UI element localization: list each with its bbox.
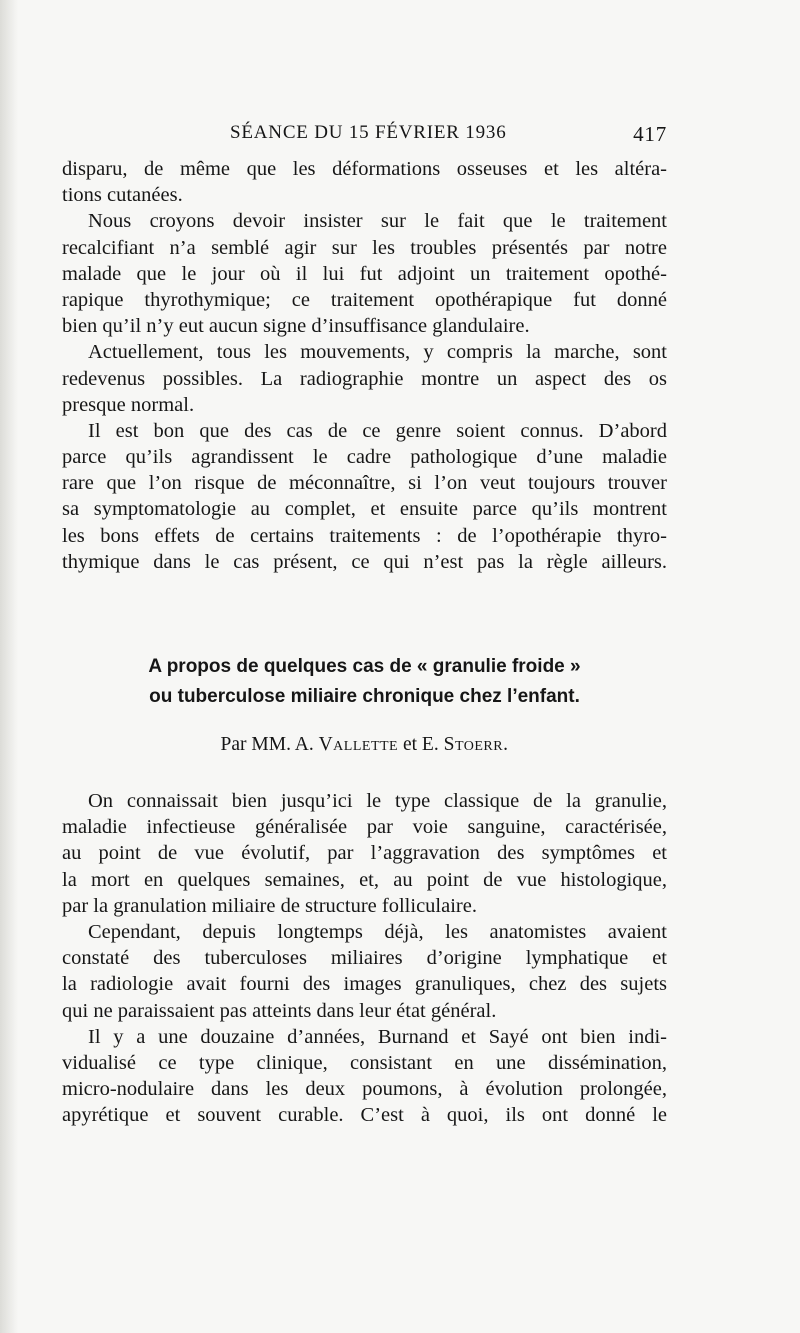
article-body (62, 788, 667, 1128)
running-header (62, 122, 667, 152)
text-line: Cependant, depuis longtemps déjà, les anatomistes avaient (88, 920, 667, 943)
text-line: On connaissait bien jusqu’ici le type classique de la granulie, (88, 790, 667, 812)
text-line: Il est bon que des cas de ce genre soient connus. D’abord (88, 419, 667, 442)
page-number: 417 (633, 122, 667, 146)
text-line: redevenus possibles. La radiographie montre un aspect des os (62, 367, 667, 390)
text-line: constaté des tuberculoses miliaires d’origine lymphatique et (62, 947, 667, 970)
author-1-surname: Vallette (318, 734, 399, 755)
text-line: malade que le jour où il lui fut adjoint un traitement opothé- (62, 262, 667, 285)
text-line: tions cutanées. (62, 184, 183, 207)
text-line: rare que l’on risque de méconnaître, si l’on veut toujours trouver (62, 472, 667, 495)
text-line: Il y a une douzaine d’années, Burnand et Sayé ont bien indi- (88, 1025, 667, 1048)
text-line: sa symptomatologie au complet, et ensuite parce qu’ils montrent (62, 498, 667, 521)
text-line: presque normal. (62, 393, 195, 416)
text-line: recalcifiant n’a semblé agir sur les troubles présentés par notre (62, 236, 667, 259)
article-title-line-2: ou tuberculose miliaire chronique chez l’enfant. (149, 686, 580, 707)
text-line: au point de vue évolutif, par l’aggravation des symptômes et (62, 842, 667, 865)
text-line: la radiologie avait fourni des images granuliques, chez des sujets (62, 973, 667, 996)
text-line: les bons effets de certains traitements : de l’opothérapie thyro- (62, 524, 667, 547)
author-2-surname: Stoerr. (443, 734, 509, 755)
text-line: vidualisé ce type clinique, consistant en une dissémination, (62, 1051, 667, 1074)
authors-prefix: Par MM. A. (220, 734, 314, 755)
text-line: thymique dans le cas présent, ce qui n’est pas la règle ailleurs. (62, 550, 667, 573)
text-line: apyrétique et souvent curable. C’est à quoi, ils ont donné le (62, 1104, 667, 1127)
text-line: maladie infectieuse généralisée par voie sanguine, caractérisée, (62, 816, 667, 839)
text-line: disparu, de même que les déformations osseuses et les altéra- (62, 158, 667, 180)
text-line: Actuellement, tous les mouvements, y compris la marche, sont (88, 341, 667, 364)
authors-connector: et E. (402, 734, 439, 755)
text-line: parce qu’ils agrandissent le cadre pathologique d’une maladie (62, 446, 667, 469)
text-line: rapique thyrothymique; ce traitement opothérapique fut donné (62, 288, 667, 311)
text-line: qui ne paraissaient pas atteints dans leur état général. (62, 999, 497, 1022)
text-line: la mort en quelques semaines, et, au point de vue histologique, (62, 868, 667, 891)
text-line: micro-nodulaire dans les deux poumons, à évolution prolongée, (62, 1078, 667, 1101)
article-title (62, 652, 667, 712)
text-line: bien qu’il n’y eut aucun signe d’insuffisance glandulaire. (62, 315, 530, 338)
page-edge-shadow (0, 0, 18, 1333)
continued-text-block (62, 156, 667, 575)
running-title: SÉANCE DU 15 FÉVRIER 1936 (230, 122, 507, 143)
article-authors (62, 730, 667, 760)
article-title-line-1: A propos de quelques cas de « granulie froide » (148, 656, 581, 677)
text-line: par la granulation miliaire de structure folliculaire. (62, 894, 477, 917)
text-line: Nous croyons devoir insister sur le fait que le traitement (88, 210, 667, 233)
